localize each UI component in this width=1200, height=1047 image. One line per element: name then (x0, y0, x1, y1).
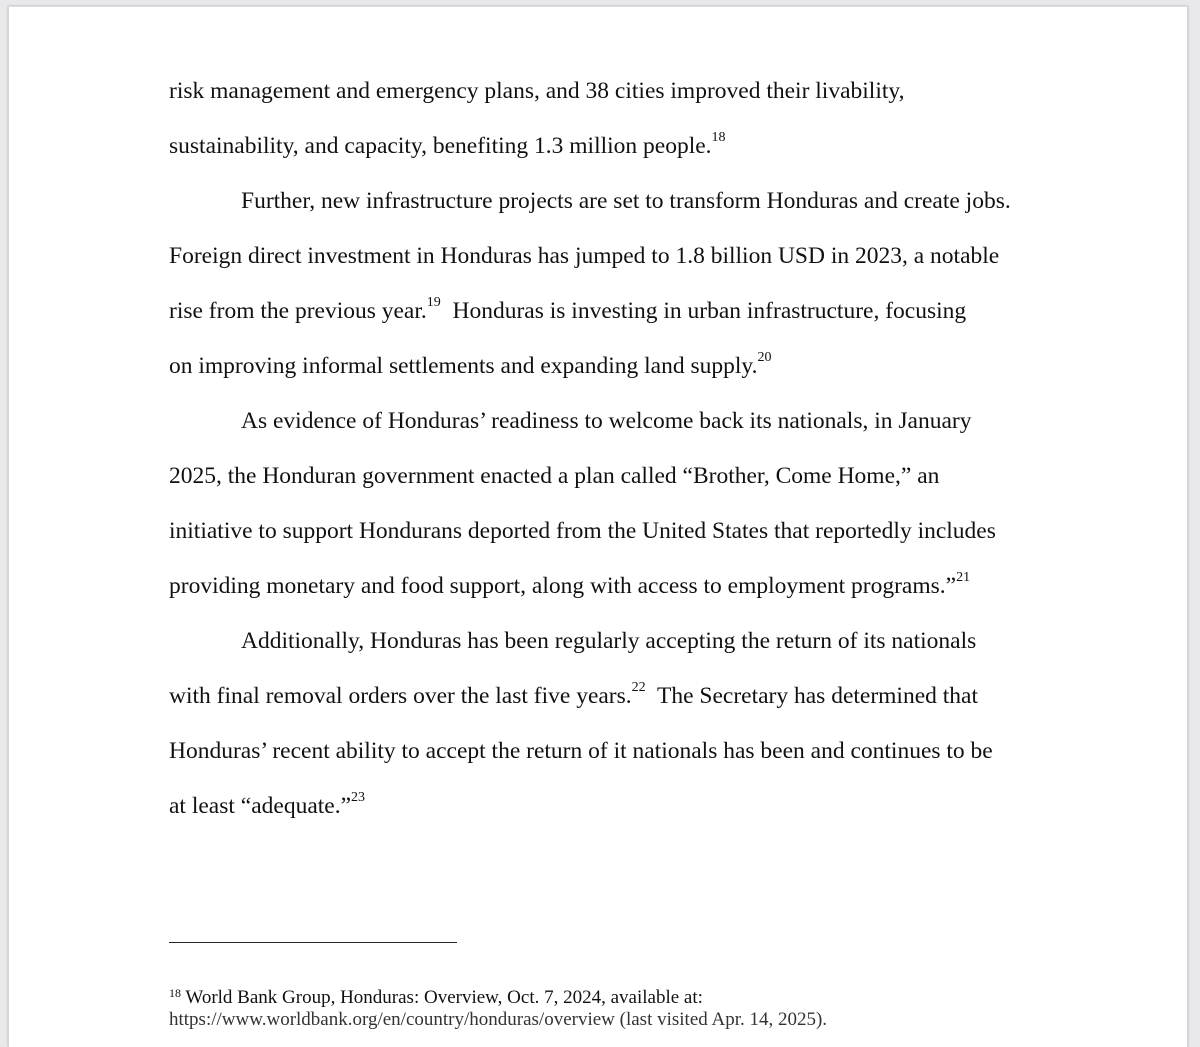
footnote-text: World Bank Group, Honduras: Overview, Oct. 7, 2024, available at: (181, 987, 703, 1008)
text-line (169, 783, 1049, 838)
footnote-separator (169, 942, 457, 943)
footnote-number: 18 (169, 986, 181, 1000)
line-text: Additionally, Honduras has been regularly accepting the return of its nationals (241, 628, 977, 654)
text-line (169, 508, 1049, 563)
text-line (169, 68, 1049, 123)
text-line (169, 728, 1049, 783)
line-text: initiative to support Hondurans deported from the United States that reportedly includes (169, 518, 996, 544)
footnote-ref[interactable]: 19 (426, 295, 441, 310)
body-text (169, 68, 1049, 838)
footnote-url-line[interactable] (169, 1007, 869, 1033)
footnote-ref[interactable]: 18 (711, 130, 726, 145)
line-text: sustainability, and capacity, benefiting 1.3 million people. (169, 133, 712, 159)
line-text: risk management and emergency plans, and 38 cities improved their livability, (169, 78, 905, 104)
paragraph-start-line (169, 178, 1049, 233)
paragraph-start-line (169, 398, 1049, 453)
footnote-ref[interactable]: 21 (956, 570, 971, 585)
line-text: rise from the previous year. (169, 298, 427, 324)
text-line (169, 123, 1049, 178)
line-text: with final removal orders over the last five years. (169, 683, 632, 709)
line-text: As evidence of Honduras’ readiness to welcome back its nationals, in January (241, 408, 972, 434)
text-line (169, 233, 1049, 288)
footnote-ref[interactable]: 23 (351, 790, 366, 805)
text-line (169, 288, 1049, 343)
line-text: 2025, the Honduran government enacted a plan called “Brother, Come Home,” an (169, 463, 940, 489)
text-line (169, 343, 1049, 398)
footnote-url[interactable]: https://www.worldbank.org/en/country/honduras/overview (last visited Apr. 14, 2025). (169, 1009, 828, 1030)
line-text: Further, new infrastructure projects are set to transform Honduras and create jobs. (241, 188, 1011, 214)
line-text: at least “adequate.” (169, 793, 352, 819)
text-line (169, 453, 1049, 508)
text-line (169, 563, 1049, 618)
footnote-ref[interactable]: 20 (757, 350, 772, 365)
line-text: Honduras’ recent ability to accept the return of it nationals has been and continues to be (169, 738, 993, 764)
line-text: on improving informal settlements and expanding land supply. (169, 353, 758, 379)
line-text-after: The Secretary has determined that (645, 683, 979, 709)
line-text: Foreign direct investment in Honduras has jumped to 1.8 billion USD in 2023, a notable (169, 243, 1000, 269)
line-text: providing monetary and food support, along with access to employment programs.” (169, 573, 957, 599)
line-text-after: Honduras is investing in urban infrastructure, focusing (440, 298, 967, 324)
paragraph-start-line (169, 618, 1049, 673)
footnote-ref[interactable]: 22 (631, 680, 646, 695)
text-line (169, 673, 1049, 728)
document-page (8, 6, 1188, 1047)
